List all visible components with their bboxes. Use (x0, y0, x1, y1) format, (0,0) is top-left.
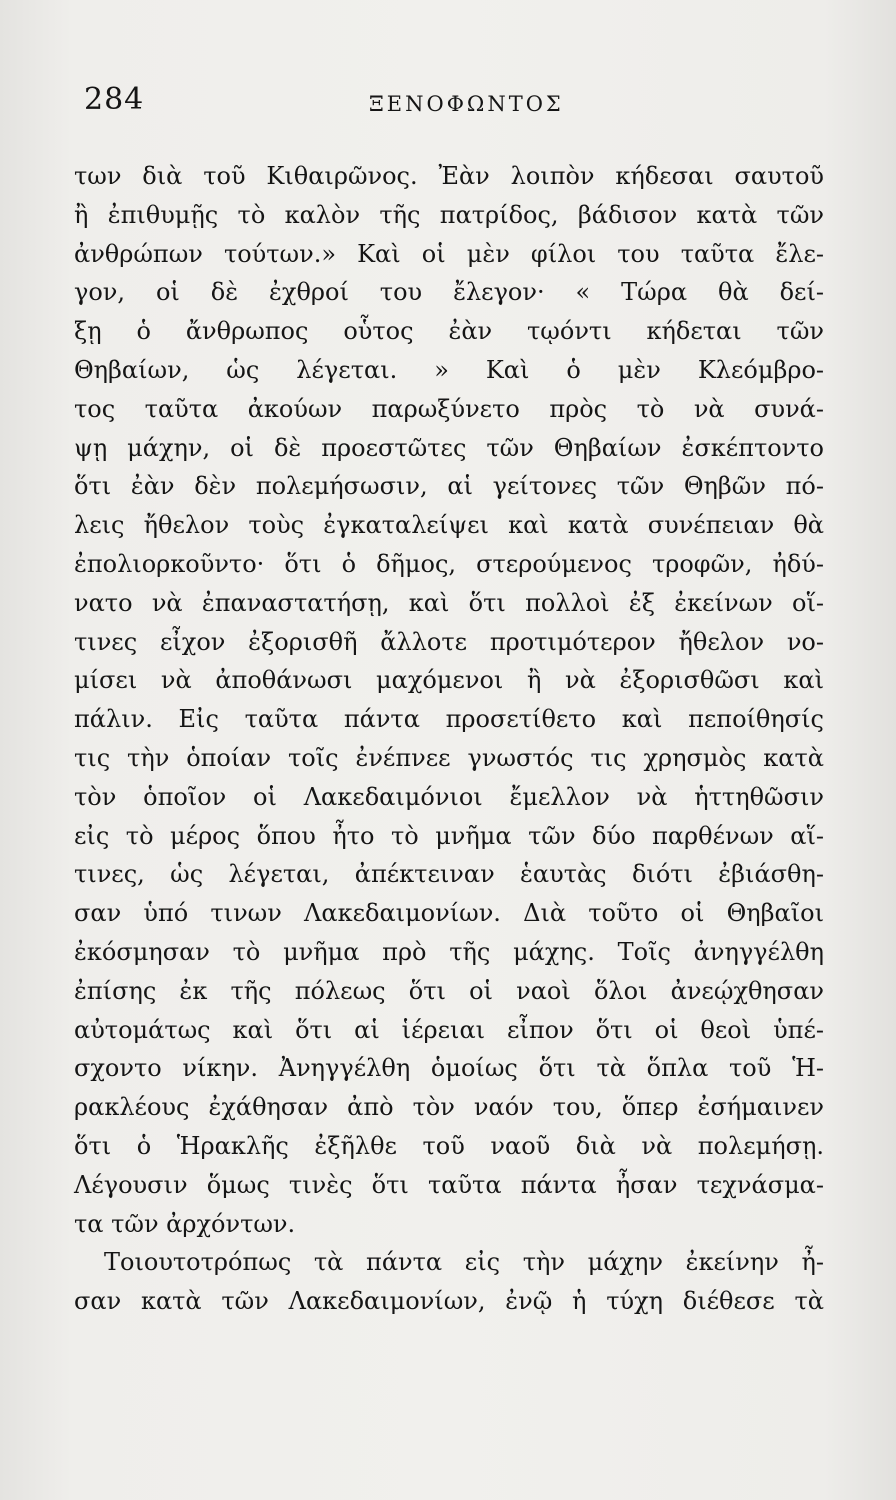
text-line: σχοντο νίκην. Ἀνηγγέλθη ὁμοίως ὅτι τὰ ὅπλα τοῦ Ἡ- (74, 1054, 824, 1083)
text-line: Θηβαίων, ὡς λέγεται. » Καὶ ὁ μὲν Κλεόμβρο- (74, 355, 824, 384)
text-line: ἀνθρώπων τούτων.» Καὶ οἱ μὲν φίλοι του ταῦτα ἔλε- (74, 239, 824, 268)
text-line: αὐτομάτως καὶ ὅτι αἱ ἱέρειαι εἶπον ὅτι οἱ θεοὶ ὑπέ- (74, 1015, 824, 1044)
text-line: σαν κατὰ τῶν Λακεδαιμονίων, ἐνῷ ἡ τύχη διέθεσε τὰ (74, 1287, 824, 1316)
text-line: εἰς τὸ μέρος ὅπου ἦτο τὸ μνῆμα τῶν δύο παρθένων αἵ- (74, 821, 824, 850)
text-line: ἢ ἐπιθυμῇς τὸ καλὸν τῆς πατρίδος, βάδισον κατὰ τῶν (74, 200, 824, 229)
text-line: νατο νὰ ἐπαναστατήσῃ, καὶ ὅτι πολλοὶ ἐξ ἐκείνων οἵ- (74, 588, 824, 617)
text-line: μίσει νὰ ἀποθάνωσι μαχόμενοι ἢ νὰ ἐξορισθῶσι καὶ (74, 666, 824, 695)
text-line: λεις ἤθελον τοὺς ἐγκαταλείψει καὶ κατὰ συνέπειαν θὰ (74, 511, 824, 540)
text-line: ὅτι ἐὰν δὲν πολεμήσωσιν, αἱ γείτονες τῶν Θηβῶν πό- (74, 472, 824, 501)
text-line: ἐκόσμησαν τὸ μνῆμα πρὸ τῆς μάχης. Τοῖς ἀνηγγέλθη (74, 937, 824, 966)
text-line: τὸν ὁποῖον οἱ Λακεδαιμόνιοι ἔμελλον νὰ ἡττηθῶσιν (74, 782, 824, 811)
text-line: Τοιουτοτρόπως τὰ πάντα εἰς τὴν μάχην ἐκείνην ἦ- (104, 1248, 824, 1277)
page-header (84, 82, 824, 122)
running-title: ΞΕΝΟΦΩΝΤΟΣ (369, 92, 564, 116)
text-line: ψῃ μάχην, οἱ δὲ προεστῶτες τῶν Θηβαίων ἐσκέπτοντο (74, 433, 824, 462)
text-line: τις τὴν ὁποίαν τοῖς ἐνέπνεε γνωστός τις χρησμὸς κατὰ (74, 743, 824, 772)
text-line: ἐπίσης ἐκ τῆς πόλεως ὅτι οἱ ναοὶ ὅλοι ἀνεῴχθησαν (74, 976, 824, 1005)
text-line: τινες, ὡς λέγεται, ἀπέκτειναν ἑαυτὰς διότι ἐβιάσθη- (74, 860, 824, 889)
page-number: 284 (84, 82, 145, 117)
text-line: ξῃ ὁ ἄνθρωπος οὗτος ἐὰν τῳόντι κήδεται τῶν (74, 317, 824, 346)
text-line: πάλιν. Εἰς ταῦτα πάντα προσετίθετο καὶ πεποίθησίς (74, 705, 824, 734)
text-line: γον, οἱ δὲ ἐχθροί του ἔλεγον· « Τώρα θὰ δεί- (74, 278, 824, 307)
text-line: ἐπολιορκοῦντο· ὅτι ὁ δῆμος, στερούμενος τροφῶν, ἠδύ- (74, 549, 824, 578)
text-line: Λέγουσιν ὅμως τινὲς ὅτι ταῦτα πάντα ἦσαν τεχνάσμα- (74, 1170, 824, 1199)
body-text (74, 157, 824, 1321)
text-line: ὅτι ὁ Ἡρακλῆς ἐξῆλθε τοῦ ναοῦ διὰ νὰ πολεμήσῃ. (74, 1131, 824, 1160)
text-line: σαν ὑπό τινων Λακεδαιμονίων. Διὰ τοῦτο οἱ Θηβαῖοι (74, 899, 824, 928)
text-line: τινες εἶχον ἐξορισθῆ ἄλλοτε προτιμότερον ἤθελον νο- (74, 627, 824, 656)
text-line: τος ταῦτα ἀκούων παρωξύνετο πρὸς τὸ νὰ συνά- (74, 394, 824, 423)
text-line: τα τῶν ἀρχόντων. (74, 1209, 296, 1238)
text-line: ρακλέους ἐχάθησαν ἀπὸ τὸν ναόν του, ὅπερ ἐσήμαινεν (74, 1093, 824, 1122)
text-line: των διὰ τοῦ Κιθαιρῶνος. Ἐὰν λοιπὸν κήδεσαι σαυτοῦ (74, 162, 824, 190)
